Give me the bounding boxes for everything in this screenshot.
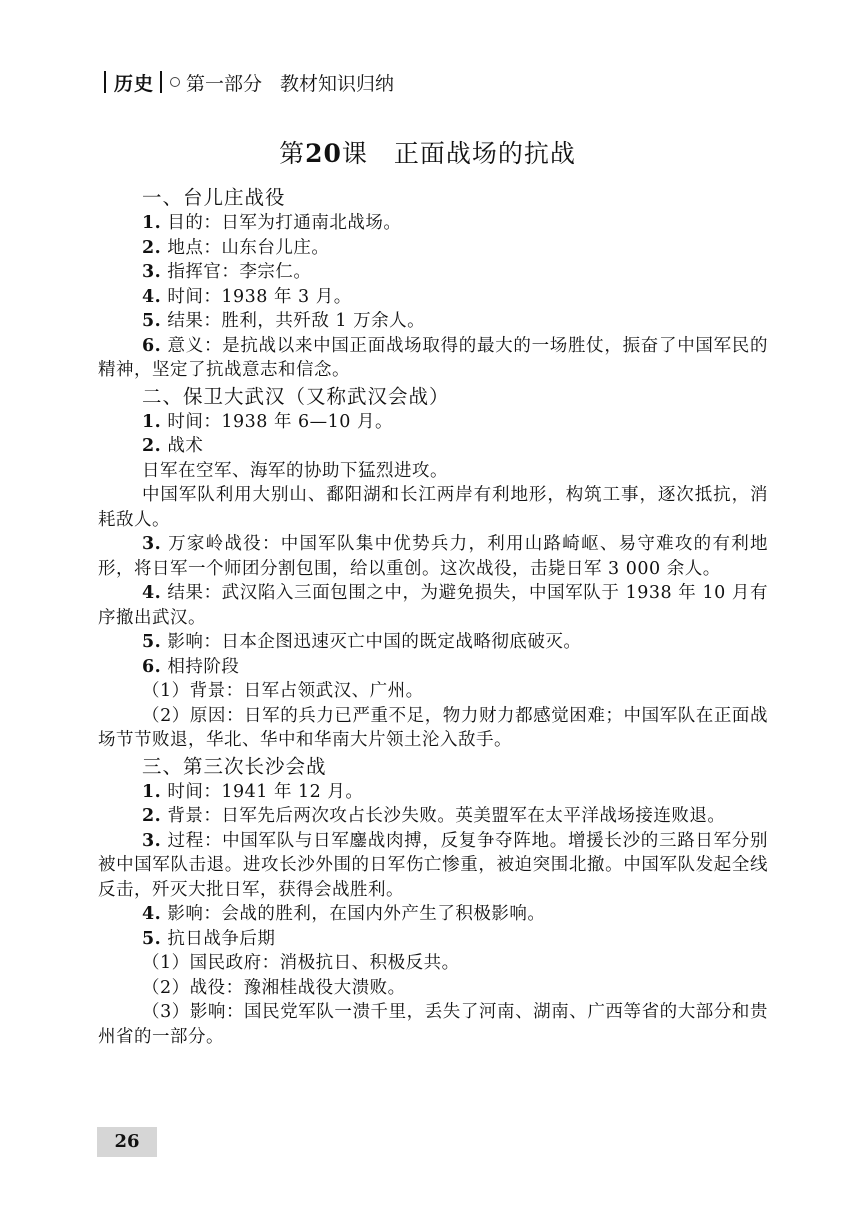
paragraph-text: 抗日战争后期 [161, 928, 276, 949]
item-number: 4. [142, 583, 162, 603]
paragraph-text: 意义：是抗战以来中国正面战场取得的最大的一场胜仗，振奋了中国军民的精神，坚定了抗战意志和信念。 [98, 335, 768, 380]
paragraph-text: 影响：日本企图迅速灭亡中国的既定战略彻底破灭。 [161, 632, 582, 652]
lesson-prefix: 第 [279, 139, 306, 168]
header-divider [160, 71, 162, 93]
paragraph [98, 434, 768, 459]
item-number: 1. [142, 213, 162, 233]
section-heading: 三、第三次长沙会战 [142, 754, 327, 778]
item-number: 1. [142, 781, 162, 802]
paragraph [98, 829, 768, 903]
item-number: 2. [142, 237, 162, 258]
paragraph [98, 211, 768, 236]
running-header [104, 68, 394, 96]
lesson-content [98, 184, 768, 1049]
paragraph-text: 结果：胜利，共歼敌 1 万余人。 [161, 311, 426, 331]
paragraph [98, 260, 768, 285]
paragraph [98, 704, 768, 753]
paragraph-text: （1）国民政府：消极抗日、积极反共。 [142, 953, 460, 973]
paragraph-text: （2）战役：豫湘桂战役大溃败。 [142, 977, 406, 998]
paragraph-text: （3）影响：国民党军队一溃千里，丢失了河南、湖南、广西等省的大部分和贵州省的一部分。 [98, 1002, 768, 1047]
item-number: 5. [142, 632, 162, 652]
paragraph-text: 目的：日军为打通南北战场。 [161, 213, 402, 233]
item-number: 3. [142, 830, 162, 851]
item-number: 5. [142, 928, 162, 949]
paragraph-text: 时间：1938 年 6—10 月。 [161, 411, 393, 432]
paragraph [98, 309, 768, 334]
item-number: 6. [142, 656, 162, 677]
paragraph [98, 483, 768, 532]
lesson-number: 20 [305, 139, 342, 168]
item-number: 4. [142, 904, 162, 924]
paragraph [98, 459, 768, 484]
paragraph-text: 时间：1941 年 12 月。 [161, 781, 364, 802]
paragraph-text: 指挥官：李宗仁。 [161, 262, 312, 282]
part-label: 第一部分 [186, 72, 263, 95]
section-heading: 二、保卫大武汉（又称武汉会战） [142, 384, 450, 408]
section-label: 教材知识归纳 [280, 72, 395, 95]
paragraph-text: 中国军队利用大别山、鄱阳湖和长江两岸有利地形，构筑工事，逐次抵抗，消耗敌人。 [98, 485, 768, 530]
paragraph [98, 285, 768, 310]
paragraph [98, 236, 768, 261]
paragraph-text: 背景：日军先后两次攻占长沙失败。英美盟军在太平洋战场接连败退。 [161, 806, 726, 826]
paragraph [98, 902, 768, 927]
circle-icon [170, 77, 180, 87]
paragraph [98, 655, 768, 680]
paragraph-text: （1）背景：日军占领武汉、广州。 [142, 681, 424, 701]
subject-label: 历史 [114, 72, 155, 95]
lesson-topic: 正面战场的抗战 [393, 139, 576, 168]
paragraph-text: 影响：会战的胜利，在国内外产生了积极影响。 [161, 904, 546, 924]
paragraph-text: 地点：山东台儿庄。 [161, 237, 330, 258]
paragraph-text: （2）原因：日军的兵力已严重不足，物力财力都感觉困难；中国军队在正面战场节节败退，华北、华中和华南大片领土沦入敌手。 [98, 705, 768, 750]
paragraph [98, 334, 768, 383]
header-divider [104, 71, 106, 93]
paragraph [98, 976, 768, 1001]
paragraph [98, 927, 768, 952]
paragraph-text: 时间：1938 年 3 月。 [161, 286, 352, 307]
paragraph-text: 战术 [161, 436, 204, 456]
paragraph [98, 630, 768, 655]
paragraph-text: 相持阶段 [161, 656, 240, 677]
paragraph [98, 679, 768, 704]
paragraph-text: 万家岭战役：中国军队集中优势兵力，利用山路崎岖、易守难攻的有利地形，将日军一个师团分割包围，给以重创。这次战役，击毙日军 3 000 余人。 [98, 534, 768, 579]
item-number: 5. [142, 311, 162, 331]
paragraph [98, 780, 768, 805]
paragraph [98, 581, 768, 630]
lesson-suffix: 课 [341, 139, 368, 168]
paragraph [98, 804, 768, 829]
item-number: 2. [142, 806, 162, 826]
paragraph [98, 1000, 768, 1049]
item-number: 1. [142, 411, 162, 432]
item-number: 3. [142, 262, 162, 282]
page-number: 26 [97, 1127, 157, 1157]
section-heading: 一、台儿庄战役 [142, 186, 286, 209]
item-number: 3. [142, 534, 162, 554]
item-number: 4. [142, 286, 162, 307]
paragraph [98, 410, 768, 435]
paragraph [98, 532, 768, 581]
paragraph-text: 日军在空军、海军的协助下猛烈进攻。 [142, 460, 448, 481]
lesson-title [0, 134, 855, 170]
item-number: 2. [142, 436, 162, 456]
paragraph-text: 过程：中国军队与日军鏖战肉搏，反复争夺阵地。增援长沙的三路日军分别被中国军队击退。进攻长沙外围的日军伤亡惨重，被迫突围北撤。中国军队发起全线反击，歼灭大批日军，获得会战胜利。 [98, 830, 768, 900]
paragraph [98, 951, 768, 976]
item-number: 6. [142, 335, 162, 356]
paragraph-text: 结果：武汉陷入三面包围之中，为避免损失，中国军队于 1938 年 10 月有序撤出武汉。 [98, 583, 768, 628]
